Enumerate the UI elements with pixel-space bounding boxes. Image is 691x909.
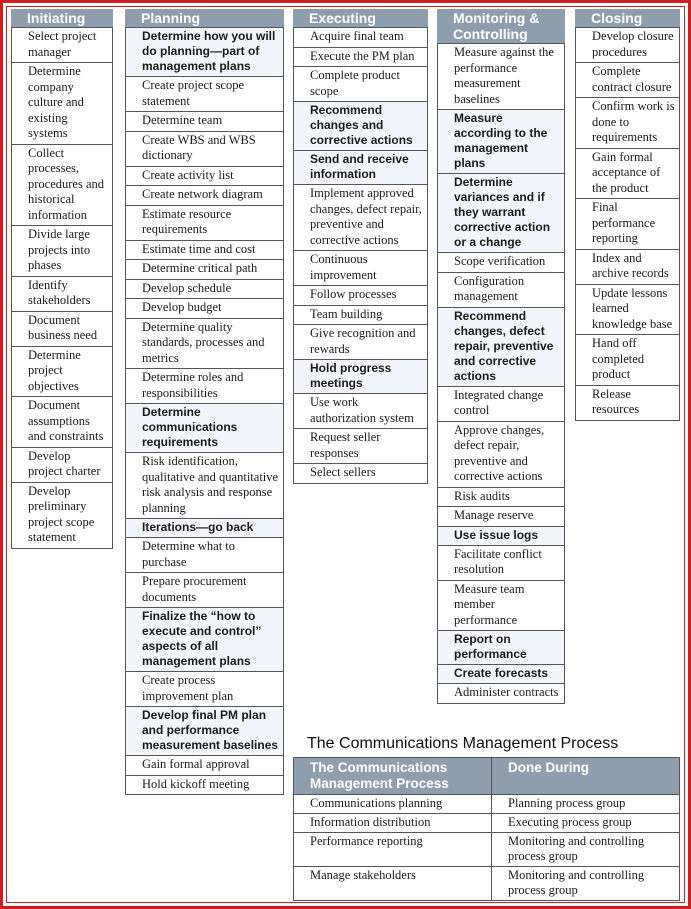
list-item: Determine what to purchase — [125, 538, 284, 573]
list-item: Estimate resource requirements — [125, 206, 284, 241]
list-item: Determine communications requirements — [125, 404, 284, 453]
list-item: Request seller responses — [293, 429, 428, 464]
list-item: Scope verification — [437, 253, 565, 273]
list-item: Acquire final team — [293, 27, 428, 48]
table-row — [294, 795, 680, 814]
process-cell: Performance reporting — [294, 833, 492, 867]
table-row — [294, 867, 680, 901]
list-item: Configuration management — [437, 273, 565, 308]
list-item: Facilitate conflict resolution — [437, 546, 565, 581]
list-item: Determine roles and responsibilities — [125, 369, 284, 404]
list-item: Manage reserve — [437, 507, 565, 527]
list-item: Determine critical path — [125, 260, 284, 280]
list-item: Hold progress meetings — [293, 360, 428, 394]
list-item: Create forecasts — [437, 665, 565, 684]
list-item: Create process improvement plan — [125, 672, 284, 707]
list-item: Prepare procurement documents — [125, 573, 284, 608]
process-cell: Manage stakeholders — [294, 867, 492, 901]
list-item: Continuous improvement — [293, 251, 428, 286]
list-item: Use issue logs — [437, 527, 565, 546]
list-item: Select sellers — [293, 464, 428, 484]
list-item: Develop schedule — [125, 280, 284, 300]
column-heading-monitoring-controlling: Monitoring & Controlling — [437, 9, 565, 43]
list-item: Execute the PM plan — [293, 48, 428, 68]
column-closing — [575, 9, 680, 421]
list-item: Determine how you will do planning—part of management plans — [125, 27, 284, 77]
list-item: Gain formal approval — [125, 756, 284, 776]
list-item: Identify stakeholders — [11, 277, 113, 312]
list-item: Team building — [293, 306, 428, 326]
list-item: Determine quality standards, processes and metrics — [125, 319, 284, 370]
list-item: Determine variances and if they warrant corrective action or a change — [437, 174, 565, 253]
list-item: Confirm work is done to requirements — [575, 98, 680, 149]
column-monitoring-controlling — [437, 9, 565, 704]
list-item: Send and receive information — [293, 151, 428, 185]
done-cell: Executing process group — [492, 814, 680, 833]
column-planning — [125, 9, 284, 795]
table-row — [294, 814, 680, 833]
communications-title: The Communications Management Process — [307, 735, 619, 752]
column-heading-planning: Planning — [125, 9, 284, 27]
process-cell: Communications planning — [294, 795, 492, 814]
list-item: Collect processes, procedures and historical information — [11, 145, 113, 227]
header-process: The Communications Management Process — [294, 758, 492, 795]
header-done-during: Done During — [492, 758, 680, 795]
list-item: Divide large projects into phases — [11, 226, 113, 277]
list-item: Give recognition and rewards — [293, 325, 428, 360]
list-item: Follow processes — [293, 286, 428, 306]
list-item: Measure against the performance measurement baselines — [437, 43, 565, 110]
table-row — [294, 833, 680, 867]
done-cell: Monitoring and controlling process group — [492, 833, 680, 867]
list-item: Create project scope statement — [125, 77, 284, 112]
list-item: Finalize the “how to execute and control” aspects of all management plans — [125, 608, 284, 672]
list-item: Estimate time and cost — [125, 241, 284, 261]
list-item: Risk identification, qualitative and quantitative risk analysis and response planning — [125, 453, 284, 519]
list-item: Determine project objectives — [11, 347, 113, 398]
list-item: Measure team member performance — [437, 581, 565, 632]
list-item: Complete product scope — [293, 67, 428, 102]
list-item: Document assumptions and constraints — [11, 397, 113, 448]
list-item: Risk audits — [437, 488, 565, 508]
list-item: Document business need — [11, 312, 113, 347]
column-heading-initiating: Initiating — [11, 9, 113, 27]
list-item: Select project manager — [11, 27, 113, 63]
done-cell: Planning process group — [492, 795, 680, 814]
list-item: Develop closure procedures — [575, 27, 680, 63]
process-cell: Information distribution — [294, 814, 492, 833]
list-item: Integrated change control — [437, 387, 565, 422]
column-heading-closing: Closing — [575, 9, 680, 27]
column-initiating — [11, 9, 113, 549]
list-item: Measure according to the management plans — [437, 110, 565, 174]
list-item: Approve changes, defect repair, preventive and corrective actions — [437, 422, 565, 488]
column-heading-executing: Executing — [293, 9, 428, 27]
list-item: Create network diagram — [125, 186, 284, 206]
list-item: Administer contracts — [437, 684, 565, 704]
list-item: Update lessons learned knowledge base — [575, 285, 680, 336]
list-item: Develop preliminary project scope statement — [11, 483, 113, 549]
list-item: Create activity list — [125, 167, 284, 187]
list-item: Determine team — [125, 112, 284, 132]
list-item: Hold kickoff meeting — [125, 776, 284, 796]
list-item: Determine company culture and existing systems — [11, 63, 113, 145]
list-item: Create WBS and WBS dictionary — [125, 132, 284, 167]
table-header-row — [294, 758, 680, 795]
list-item: Use work authorization system — [293, 394, 428, 429]
communications-table — [293, 757, 680, 901]
list-item: Recommend changes and corrective actions — [293, 102, 428, 151]
list-item: Complete contract closure — [575, 63, 680, 98]
column-executing — [293, 9, 428, 484]
list-item: Develop final PM plan and performance measurement baselines — [125, 707, 284, 756]
list-item: Final performance reporting — [575, 199, 680, 250]
list-item: Report on performance — [437, 631, 565, 665]
list-item: Index and archive records — [575, 250, 680, 285]
list-item: Release resources — [575, 386, 680, 421]
list-item: Implement approved changes, defect repair, preventive and corrective actions — [293, 185, 428, 251]
list-item: Develop budget — [125, 299, 284, 319]
list-item: Gain formal acceptance of the product — [575, 149, 680, 200]
list-item: Hand off completed product — [575, 335, 680, 386]
list-item: Recommend changes, defect repair, preventive and corrective actions — [437, 308, 565, 387]
list-item: Develop project charter — [11, 448, 113, 483]
done-cell: Monitoring and controlling process group — [492, 867, 680, 901]
list-item: Iterations—go back — [125, 519, 284, 538]
